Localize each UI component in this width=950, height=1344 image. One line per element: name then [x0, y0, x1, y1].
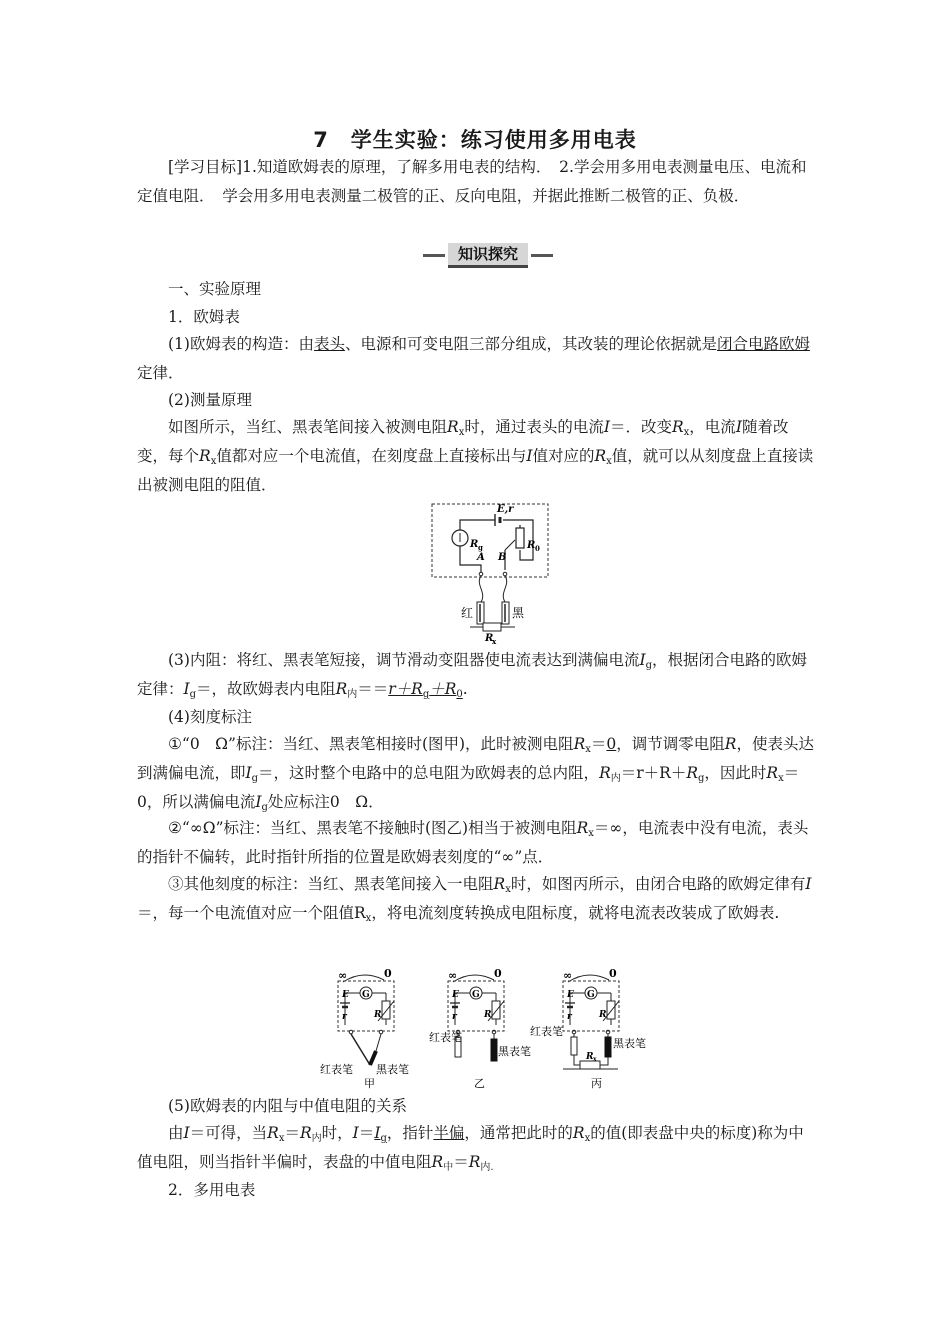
circuit-jia [320, 967, 409, 1090]
battery-label: E,r [497, 504, 514, 515]
black-pen-label: 黑表笔 [613, 1037, 646, 1050]
circuit-bing [530, 967, 646, 1090]
rx-label: R [485, 633, 494, 644]
heading-measure-principle: (2)测量原理 [168, 391, 252, 409]
banner-left-bar [423, 254, 445, 257]
three-circuit-figure [318, 965, 658, 1090]
wire [376, 1034, 381, 1051]
rx-sub: x [492, 637, 497, 645]
black-lead [503, 576, 506, 602]
red-probe [351, 1034, 370, 1065]
red-pen-label: 红表笔 [530, 1025, 563, 1038]
r-label: R [374, 1010, 382, 1020]
heading-scale-marking: (4)刻度标注 [168, 708, 252, 726]
black-pen-label: 黑表笔 [498, 1045, 531, 1058]
answer-blank: r＋R [388, 680, 423, 698]
circuit-yi [429, 967, 531, 1090]
goals-label: [学习目标] [168, 158, 243, 176]
paragraph-measure-principle: 如图所示，当红、黑表笔间接入被测电阻$R_x$时，通过表头的电流I＝．改变$R_x$，电流I随着改变，每个$R_x$值都对应一个电流值，在刻度盘上直接标出与I值对应的$R_x$值，就可以从刻度盘上直接读出被测电阻的阻值． [137, 418, 814, 494]
red-pen-label: 红表笔 [429, 1031, 462, 1044]
infinity-mark: ∞ [448, 969, 458, 982]
paragraph-construction: (1)欧姆表的构造：由表头、电源和可变电阻三部分组成，其改装的理论依据就是闭合电路欧姆定律． [137, 335, 811, 382]
zero-mark: 0 [384, 967, 392, 980]
page-title: 7 学生实验：练习使用多用电表 [313, 128, 637, 152]
r-label: R [599, 1010, 607, 1020]
answer-blank: 闭合电路欧姆 [717, 335, 811, 353]
terminal [349, 1030, 353, 1034]
black-probe [605, 1037, 611, 1057]
r-resistor [607, 1001, 615, 1019]
g-label: G [587, 990, 595, 1000]
zero-mark: 0 [494, 967, 502, 980]
wire [505, 540, 515, 550]
infinity-mark: ∞ [338, 969, 348, 982]
e-label: E [342, 990, 349, 1000]
goals-text: 1.知道欧姆表的原理，了解多用电表的结构． 2.学会用多用电表测量电压、电流和定值电阻． 学会用多用电表测量二极管的正、反向电阻，并据此推断二极管的正、负极． [137, 158, 807, 205]
caption-bing: 丙 [591, 1077, 602, 1090]
r-resistor [382, 1001, 390, 1019]
r-resistor [492, 1001, 500, 1019]
rx-resistor [580, 1061, 600, 1069]
answer-blank: 半偏 [433, 1124, 465, 1142]
red-pen-label: 红表笔 [320, 1063, 353, 1076]
subsection-ohmmeter: 1．欧姆表 [168, 308, 240, 326]
terminal [379, 1030, 383, 1034]
red-probe [571, 1037, 577, 1055]
g-label: G [472, 990, 480, 1000]
rg-label: R [470, 539, 479, 550]
terminal-b [503, 572, 507, 576]
wire [460, 520, 495, 530]
e-label: E [567, 990, 574, 1000]
learning-goals [137, 153, 817, 211]
black-probe-label: 黑 [512, 606, 525, 620]
infinity-mark: ∞ [563, 969, 573, 982]
r0-resistor [516, 528, 524, 548]
r0-sub: 0 [535, 544, 540, 553]
rg-sub: g [478, 543, 483, 552]
paragraph-infinity-ohm: ②“∞Ω”标注：当红、黑表笔不接触时(图乙)相当于被测电阻$R_x=\infty$，电流表中没有电流，表头的指针不偏转，此时指针所指的位置是欧姆表刻度的“∞”点． [137, 819, 809, 866]
small-r-label: r [342, 1012, 347, 1022]
section-banner [423, 243, 553, 267]
paragraph-other-marks: ③其他刻度的标注：当红、黑表笔间接入一电阻$R_x$时，如图丙所示，由闭合电路的欧姆定律有I＝，每一个电流值对应一个阻值$R_x$，将电流刻度转换成电阻标度，就将电流表改装成了欧姆表. [137, 875, 812, 924]
banner-label: 知识探究 [448, 243, 528, 268]
caption-yi: 乙 [474, 1077, 485, 1090]
small-r-label: r [452, 1012, 457, 1022]
r0-label: R [527, 540, 536, 551]
answer-blank: I [374, 1124, 381, 1142]
black-pen-label: 黑表笔 [376, 1063, 409, 1076]
paragraph-internal-resistance: (3)内阻：将红、黑表笔短接，调节滑动变阻器使电流表达到满偏电流$I_g$，根据闭合电路的欧姆定律：$I_g=$，故欧姆表内电阻$R_内==r+R_g+R_0$. [137, 651, 808, 700]
rx-sub: x [593, 1056, 597, 1063]
answer-blank: 表头 [313, 335, 345, 353]
section-heading-principle: 一、实验原理 [168, 280, 262, 298]
red-probe-label: 红 [461, 606, 474, 620]
small-r-label: r [567, 1012, 572, 1022]
paragraph-zero-ohm: ①“0 Ω”标注：当红、黑表笔相接时(图甲)，此时被测电阻$R_x=0$，调节调零电阻R，使表头达到满偏电流，即$I_g=$，这时整个电路中的总电阻为欧姆表的总内阻，$R_内=r+R+R_g$，因此时$R_x=0$，所以满偏电流$I_g$处应标注0 Ω． [137, 735, 814, 813]
caption-jia: 甲 [364, 1077, 375, 1090]
ohmmeter-circuit-figure [425, 500, 555, 645]
black-probe [491, 1039, 497, 1061]
e-label: E [452, 990, 459, 1000]
terminal-b-label: B [498, 552, 507, 563]
terminal-a [479, 572, 483, 576]
terminal-a-label: A [477, 552, 485, 563]
paragraph-midvalue: 由I＝可得，当$R_x=R_内$时，$I=I_g$，指针半偏，通常把此时的$R_x$的值(即表盘中央的标度)称为中值电阻，则当指针半偏时，表盘的中值电阻$R_中=R_{内.}$ [137, 1124, 804, 1173]
heading-midvalue: (5)欧姆表的内阻与中值电阻的关系 [168, 1097, 407, 1115]
rx-label: R [586, 1052, 594, 1062]
banner-right-bar [531, 254, 553, 257]
r-label: R [484, 1010, 492, 1020]
zero-mark: 0 [609, 967, 617, 980]
subsection-multimeter: 2．多用电表 [168, 1181, 256, 1199]
rx-resistor [483, 623, 501, 631]
answer-blank: 0 [606, 735, 617, 753]
g-label: G [362, 990, 370, 1000]
red-lead [479, 576, 482, 602]
